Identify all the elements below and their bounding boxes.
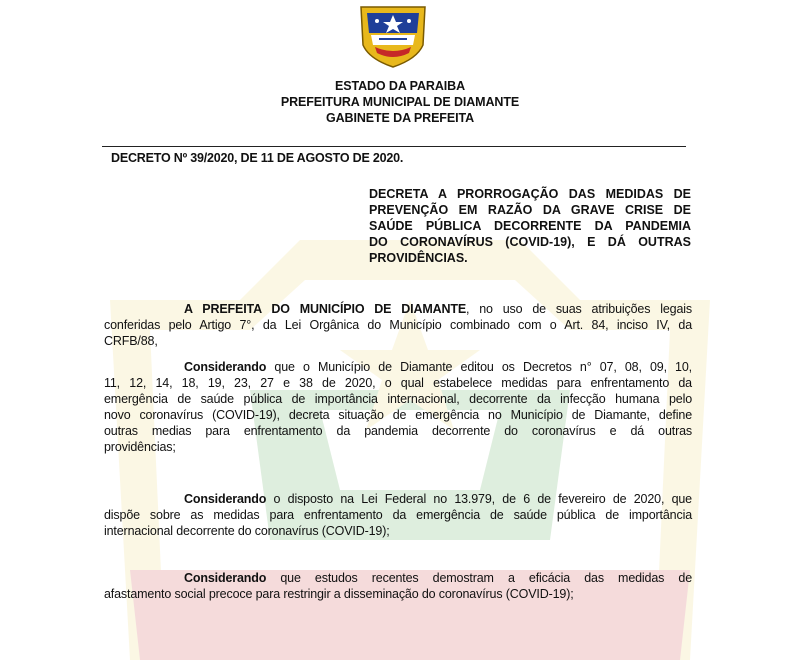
paragraph-line: 11, 12, 14, 18, 19, 23, 27 e 38 de 2020, o qual estabelece medidas para enfrentamento da — [104, 376, 692, 390]
municipal-crest-icon — [357, 3, 429, 69]
paragraph-line: emergência de saúde pública de importância internacional, decorrente da infecção humana pelo — [104, 392, 692, 406]
paragraph-text: o disposto na Lei Federal no 13.979, de 6 de fevereiro de 2020, que — [266, 492, 692, 506]
considering-lead: Considerando — [184, 492, 267, 506]
decree-title: DECRETO Nº 39/2020, DE 11 DE AGOSTO DE 2020. — [111, 151, 404, 165]
considering-lead: Considerando — [184, 571, 267, 585]
paragraph-line: conferidas pelo Artigo 7°, da Lei Orgânica do Município combinado com o Art. 84, inciso IV, da — [104, 318, 692, 332]
paragraph-text: que o Município de Diamante editou os Decretos n° 07, 08, 09, 10, — [266, 360, 692, 374]
header-city-hall: PREFEITURA MUNICIPAL DE DIAMANTE — [280, 95, 520, 109]
header-office: GABINETE DA PREFEITA — [325, 111, 474, 125]
decree-ementa — [369, 186, 691, 266]
paragraph-considering-studies — [104, 570, 692, 602]
paragraph-line — [104, 570, 692, 586]
header-divider — [102, 146, 686, 147]
paragraph-line: dispõe sobre as medidas para enfrentamento da emergência de saúde pública de importância — [104, 508, 692, 522]
ementa-line: PREVENÇÃO EM RAZÃO DA GRAVE CRISE DE — [369, 203, 691, 217]
paragraph-line: providências; — [104, 440, 176, 454]
paragraph-text: que estudos recentes demostram a eficácia das medidas de — [266, 571, 692, 585]
paragraph-line: outras medias para enfrentamento da pandemia decorrente do coronavírus e dá outras — [104, 424, 692, 438]
paragraph-line: CRFB/88, — [104, 334, 158, 348]
header-state: ESTADO DA PARAIBA — [334, 79, 465, 93]
paragraph-line — [104, 301, 692, 317]
paragraph-line — [104, 359, 692, 375]
ementa-line: SAÚDE PÚBLICA DECORRENTE DA PANDEMIA — [369, 219, 691, 233]
paragraph-line: afastamento social precoce para restringir a disseminação do coronavírus (COVID-19); — [104, 587, 574, 601]
mayor-lead: A PREFEITA DO MUNICÍPIO DE DIAMANTE — [184, 302, 467, 316]
considering-lead: Considerando — [184, 360, 267, 374]
paragraph-considering-decrees — [104, 359, 692, 455]
paragraph-preamble — [104, 301, 692, 349]
ementa-line: DO CORONAVÍRUS (COVID-19), E DÁ OUTRAS — [369, 235, 691, 249]
ementa-line: DECRETA A PRORROGAÇÃO DAS MEDIDAS DE — [369, 187, 691, 201]
paragraph-line: internacional decorrente do coronavírus (COVID-19); — [104, 524, 390, 538]
paragraph-line — [104, 491, 692, 507]
paragraph-text: , no uso de suas atribuições legais — [466, 302, 692, 316]
paragraph-considering-law — [104, 491, 692, 539]
ementa-line: PROVIDÊNCIAS. — [369, 251, 468, 265]
paragraph-line: novo coronavírus (COVID-19), decreta situação de emergência no Município de Diamante, define — [104, 408, 692, 422]
